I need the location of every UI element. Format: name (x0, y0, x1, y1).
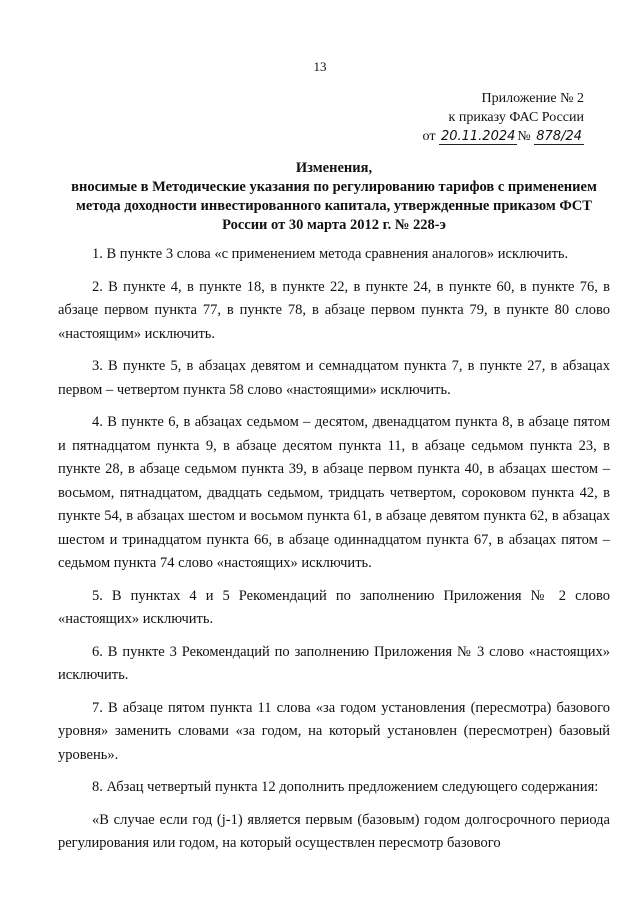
paragraph-1: 1. В пункте 3 слова «с применением метода сравнения аналогов» исключить. (92, 246, 569, 262)
paragraph-8: 8. Абзац четвертый пункта 12 дополнить предложением следующего содержания: (92, 779, 599, 795)
appendix-header (423, 89, 584, 146)
appendix-title: Приложение № 2 (481, 91, 584, 106)
paragraph-9: «В случае если год (j-1) является первым (базовым) годом долгосрочного периода регулирования или годом, на который осуществлен пересмотр базового (58, 811, 610, 851)
paragraph-3: 3. В пункте 5, в абзацах девятом и семнадцатом пункта 7, в пункте 27, в абзацах первом – четвертом пункта 58 слово «настоящими» исключить. (58, 358, 610, 398)
appendix-date-line (423, 127, 584, 146)
number-prefix: № (517, 129, 531, 144)
title-line-2: вносимые в Методические указания по регулированию тарифов с применением (71, 179, 597, 195)
handwritten-number: 878/24 (536, 129, 582, 144)
document-title (58, 159, 610, 235)
appendix-order-ref: к приказу ФАС России (448, 110, 584, 125)
handwritten-date: 20.11.2024 (440, 129, 516, 144)
paragraph-7: 7. В абзаце пятом пункта 11 слова «за годом установления (пересмотра) базового уровня» заменить словами «за годом, на который установлен (пересмотрен) базовый уровень». (58, 699, 610, 763)
document-body (58, 243, 610, 865)
page-number: 13 (313, 59, 327, 74)
title-line-1: Изменения, (295, 160, 373, 176)
date-prefix: от (422, 129, 436, 144)
paragraph-4: 4. В пункте 6, в абзацах седьмом – десятом, двенадцатом пункта 8, в абзаце пятом и пятнадцатом пункта 9, в абзаце десятом пункта 11, в абзаце седьмом пункта 23, в пункте 28, в абзаце седьмом пункта 39, в абзаце первом пункта 40, в абзацах шестом – восьмом, пятнадцатом, двадцать седьмом, тридцать четвертом, сороковом пункта 42, в пункте 54, в абзацах шестом и восьмом пункта 61, в абзаце девятом пункта 62, в абзацах шестом и тринадцатом пункта 66, в абзаце одиннадцатом пункта 67, в абзацах пятом – седьмом пункта 74 слово «настоящих» исключить. (58, 414, 610, 571)
title-line-3: метода доходности инвестированного капитала, утвержденные приказом ФСТ (76, 198, 592, 214)
paragraph-2: 2. В пункте 4, в пункте 18, в пункте 22, в пункте 24, в пункте 60, в пункте 76, в абзаце первом пункта 77, в пункте 78, в абзаце первом пункта 79, в пункте 80 слово «настоящим» исключить. (58, 278, 610, 342)
paragraph-6: 6. В пункте 3 Рекомендаций по заполнению Приложения № 3 слово «настоящих» исключить. (58, 643, 610, 683)
title-line-4: России от 30 марта 2012 г. № 228-э (222, 217, 446, 233)
paragraph-5: 5. В пунктах 4 и 5 Рекомендаций по заполнению Приложения № 2 слово «настоящих» исключить. (58, 587, 610, 627)
